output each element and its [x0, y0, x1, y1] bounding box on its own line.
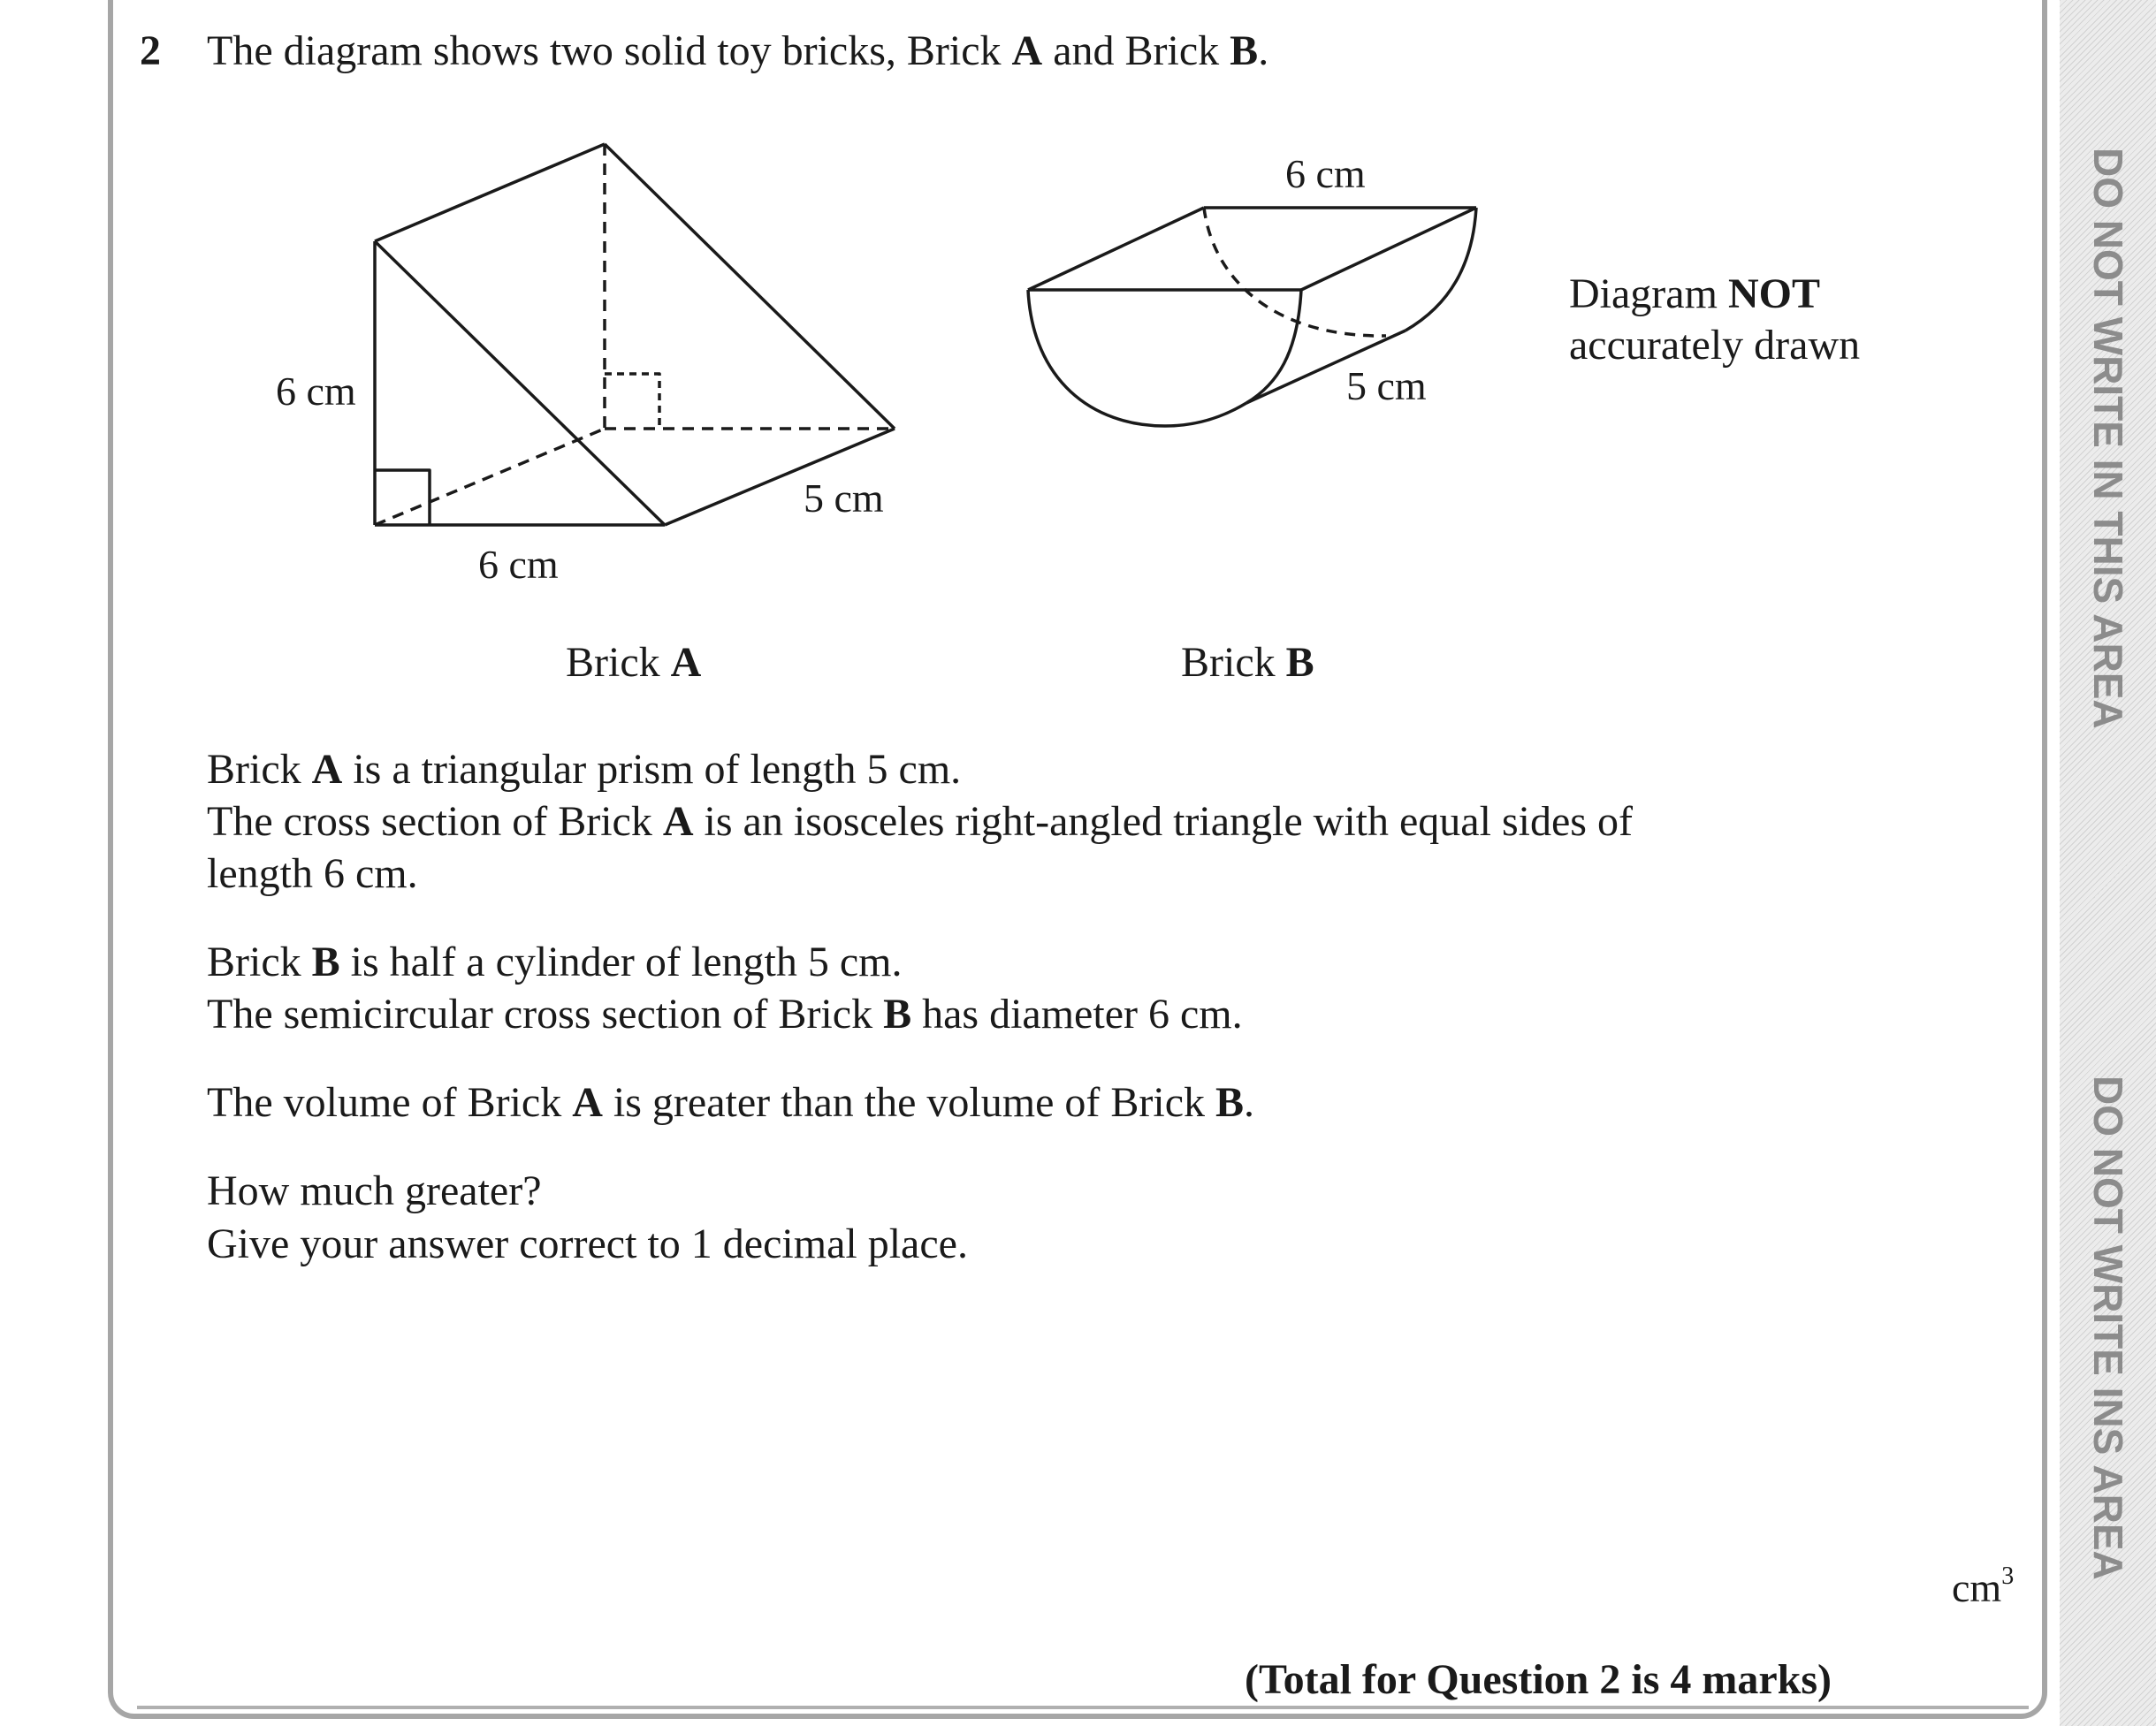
margin-warning-top: DO NOT WRITE IN THIS AREA — [2085, 148, 2131, 729]
question-intro: The diagram shows two solid toy bricks, Brick A and Brick B. — [207, 27, 1269, 74]
brick-a-base-label: 6 cm — [478, 542, 559, 587]
brick-a-caption: Brick A — [566, 639, 702, 686]
body-line-8: Give your answer correct to 1 decimal place. — [207, 1220, 968, 1267]
bottom-rule — [137, 1706, 2029, 1709]
diagram-note-line2: accurately drawn — [1569, 322, 1861, 369]
body-line-4: Brick B is half a cylinder of length 5 cm. — [207, 939, 903, 985]
margin-warning-bottom: DO NOT WRITE INS AREA — [2085, 1076, 2131, 1580]
brick-b-length-label: 5 cm — [1346, 363, 1427, 408]
brick-a-length-label: 5 cm — [804, 475, 884, 521]
brick-b-caption: Brick B — [1181, 639, 1314, 686]
body-line-5: The semicircular cross section of Brick B has diameter 6 cm. — [207, 991, 1243, 1038]
body-line-1: Brick A is a triangular prism of length 5 cm. — [207, 746, 962, 793]
body-line-6: The volume of Brick A is greater than the volume of Brick B. — [207, 1079, 1255, 1126]
body-line-7: How much greater? — [207, 1167, 542, 1214]
total-marks: (Total for Question 2 is 4 marks) — [1245, 1656, 1832, 1703]
question-number: 2 — [140, 27, 161, 74]
brick-a-drawing — [375, 144, 895, 525]
diagram-note-line1: Diagram NOT — [1569, 270, 1820, 317]
brick-b-diameter-label: 6 cm — [1285, 151, 1366, 196]
body-line-3: length 6 cm. — [207, 850, 418, 897]
brick-a-height-label: 6 cm — [276, 369, 356, 414]
answer-unit: $cm^3$ — [1952, 1563, 2015, 1610]
body-line-2: The cross section of Brick A is an isosceles right-angled triangle with equal sides of — [207, 798, 1633, 845]
